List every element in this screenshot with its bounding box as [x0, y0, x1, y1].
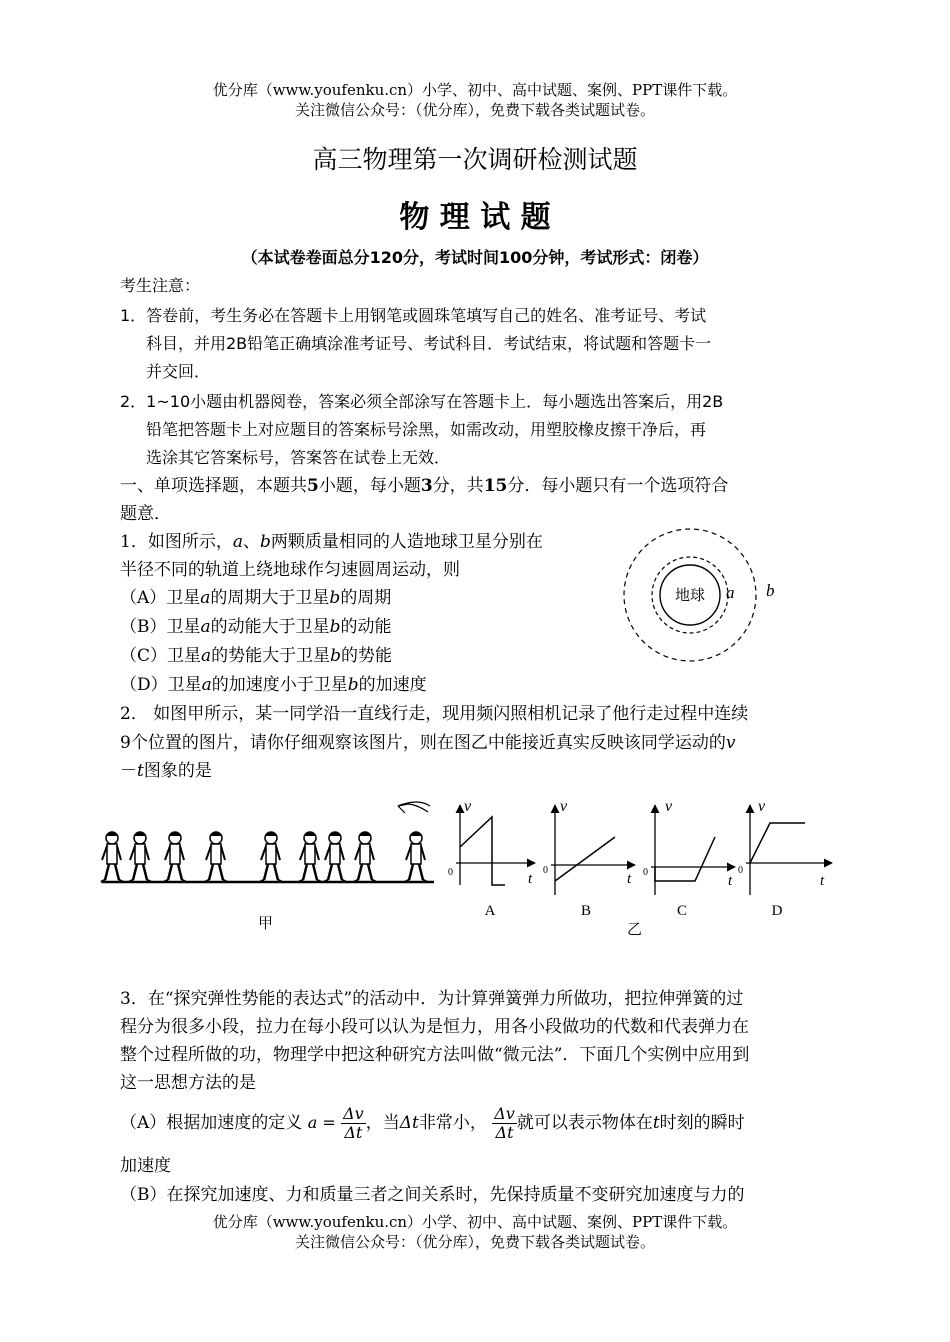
dv-dt-fraction: $\frac{\Delta v}{\Delta t}$ [494, 1104, 515, 1142]
svg-text:0: 0 [738, 865, 743, 876]
svg-text:0: 0 [643, 867, 648, 878]
q2-figure-yi [440, 795, 835, 930]
header-line-1: 优分库（www.youfenku.cn）小学、初中、高中试题、案例、PPT课件下载。 [212, 81, 738, 99]
footer-line-2: 关注微信公众号：（优分库），免费下载各类试题试卷。 [294, 1233, 655, 1251]
svg-text:v: v [665, 798, 673, 815]
q3-option-b: （B）在探究加速度、力和质量三者之间关系时，先保持质量不变研究加速度与力的 [120, 1185, 745, 1205]
accel-definition-fraction: $\frac{\Delta v}{\Delta t}$ [343, 1104, 364, 1142]
svg-text:t: t [627, 871, 632, 887]
svg-text:0: 0 [448, 867, 453, 878]
graph-d [738, 798, 832, 919]
q1-option-d: （D）卫星a的加速度小于卫星b的加速度 [120, 675, 427, 695]
walker-1 [101, 832, 123, 882]
walker-3 [164, 832, 186, 882]
q3-option-a-line-2: 加速度 [120, 1156, 171, 1176]
graph-a [448, 798, 535, 919]
svg-text:v: v [464, 798, 472, 815]
q1-option-c: （C）卫星a的势能大于卫星b的势能 [120, 646, 393, 666]
header-line-2: 关注微信公众号：（优分库），免费下载各类试题试卷。 [294, 101, 655, 119]
notice-item-2-line-2: 铅笔把答题卡上对应题目的答案标号涂黑，如需改动，用塑胶橡皮擦干净后，再 [146, 420, 707, 439]
q1-option-b: （B）卫星a的动能大于卫星b的动能 [120, 617, 392, 637]
notice-item-1-line-3: 并交回． [146, 362, 211, 381]
q1-orbit-figure [620, 528, 780, 668]
section-1-intro-line-2: 题意． [120, 504, 171, 524]
q2-figure-jia [98, 800, 438, 890]
q3-stem-line-1: 3．在“探究弹性势能的表达式”的活动中．为计算弹簧弹力所做功，把拉伸弹簧的过 [120, 989, 744, 1009]
figure-jia-label: 甲 [258, 914, 274, 932]
notice-item-2-line-3: 选涂其它答案标号，答案答在试卷上无效． [146, 448, 451, 467]
walker-9 [405, 832, 427, 882]
q3-option-a: （A）根据加速度的定义 a = $\frac{\Delta v}{\Delta t}$ ，当Δt非常小， $\frac{\Delta v}{\Delta t}$ 就可以表示物体在t时刻的瞬时 [120, 1104, 745, 1142]
svg-text:t: t [728, 873, 733, 889]
walker-8 [354, 832, 376, 882]
satellite-b-label: b [766, 581, 775, 600]
graph-b [543, 798, 635, 919]
walker-7 [324, 832, 346, 882]
q3-stem-line-3: 整个过程所做的功，物理学中把这种研究方法叫做“微元法”．下面几个实例中应用到 [120, 1045, 750, 1065]
notice-item-1-line-2: 科目，并用2B铅笔正确填涂准考证号、考试科目．考试结束，将试题和答题卡一 [146, 334, 712, 353]
walker-5 [260, 832, 282, 882]
q1-stem-line-1: 1．如图所示，a、b两颗质量相同的人造地球卫星分别在 [120, 532, 543, 552]
walker-2 [129, 832, 151, 882]
q1-option-a: （A）卫星a的周期大于卫星b的周期 [120, 588, 392, 608]
earth-label: 地球 [674, 588, 706, 604]
q2-stem-line-2: 9个位置的图片，请你仔细观察该图片，则在图乙中能接近真实反映该同学运动的v [120, 733, 736, 753]
figure-yi-label: 乙 [627, 920, 643, 938]
graph-c-label: C [676, 903, 688, 919]
svg-text:t: t [528, 871, 533, 887]
notice-heading: 考生注意： [120, 276, 201, 295]
q2-stem-line-1: 2． 如图甲所示，某一同学沿一直线行走，现用频闪照相机记录了他行走过程中连续 [120, 704, 749, 724]
graph-b-label: B [580, 903, 592, 919]
svg-text:v: v [560, 798, 568, 815]
q2-stem-line-3: －t图象的是 [120, 761, 212, 781]
q3-stem-line-4: 这一思想方法的是 [120, 1073, 256, 1093]
svg-text:0: 0 [543, 865, 548, 876]
q3-stem-line-2: 程分为很多小段，拉力在每小段可以认为是恒力，用各小段做功的代数和代表弹力在 [120, 1017, 749, 1037]
graph-d-label: D [771, 903, 783, 919]
main-title: 高三物理第一次调研检测试题 [312, 145, 638, 174]
q1-stem-line-2: 半径不同的轨道上绕地球作匀速圆周运动，则 [120, 560, 460, 580]
satellite-a-label: a [726, 583, 735, 602]
section-1-intro: 一、单项选择题，本题共5小题，每小题3分，共15分．每小题只有一个选项符合 [120, 476, 729, 496]
notice-item-2-line-1: 2．1~10小题由机器阅卷，答案必须全部涂写在答题卡上．每小题选出答案后，用2B [120, 392, 724, 411]
graph-a-label: A [484, 903, 496, 919]
svg-text:t: t [820, 873, 825, 889]
footer-line-1: 优分库（www.youfenku.cn）小学、初中、高中试题、案例、PPT课件下载。 [212, 1213, 738, 1231]
graph-c [643, 798, 735, 919]
exam-info: （本试卷卷面总分120分，考试时间100分钟，考试形式：闭卷） [241, 248, 709, 267]
sub-title: 物 理 试 题 [399, 200, 551, 235]
walker-4 [205, 832, 227, 882]
svg-text:v: v [758, 798, 766, 815]
notice-item-1-line-1: 1．答卷前，考生务必在答题卡上用钢笔或圆珠笔填写自己的姓名、准考证号、考试 [120, 306, 707, 325]
walker-6 [299, 832, 321, 882]
turn-arrow [398, 804, 428, 813]
